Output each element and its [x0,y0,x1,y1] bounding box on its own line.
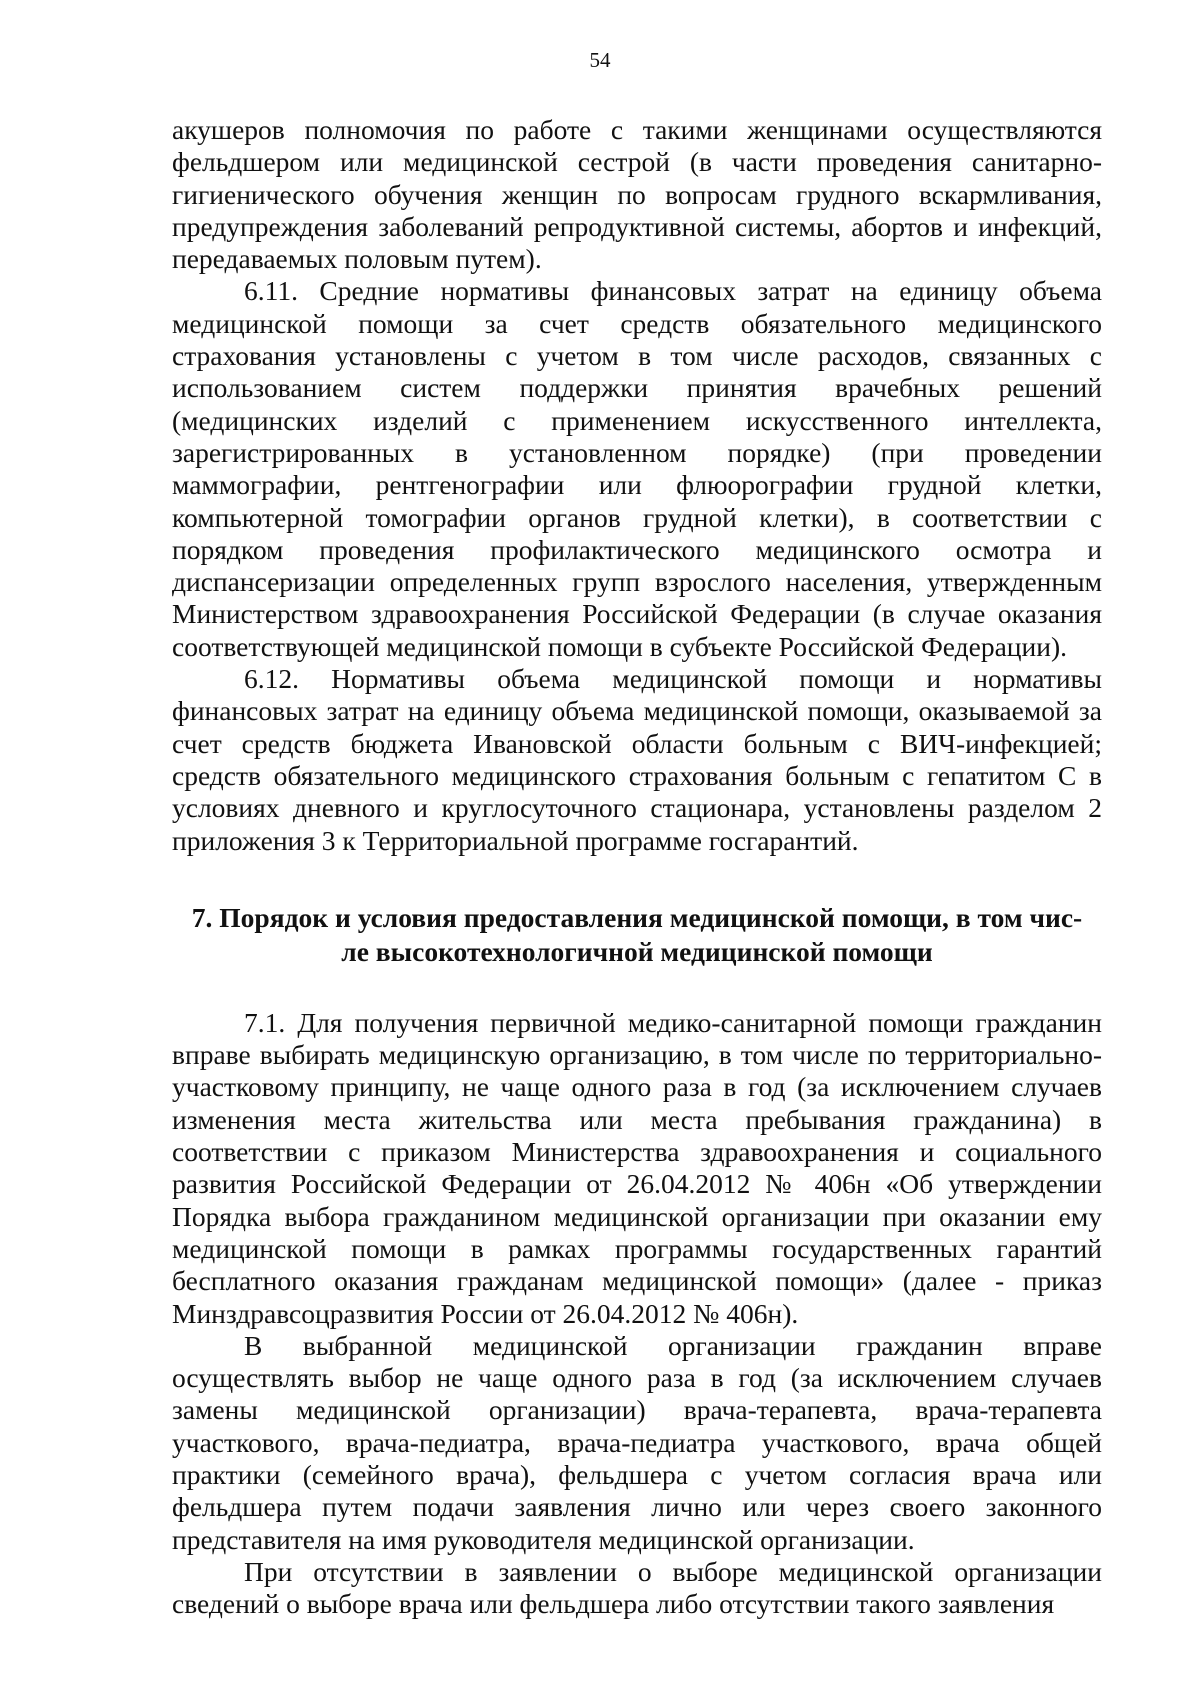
paragraph-6-11: 6.11. Средние нормативы финансовых затрат на единицу объема медицинской помощи за счет средств обязательного медицинского страхования установлены с учетом в том числе расходов, связанных с использованием систем поддержки принятия врачебных решений (медицинских изделий с применением искусственного интеллекта, зарегистрированных в установленном порядке) (при проведении маммографии, рентгенографии или флюорографии грудной клетки, компьютерной томографии органов грудной клетки), в соответствии с порядком проведения профилактического медицинского осмотра и диспансеризации определенных групп взрослого населения, утвержденным Министерством здравоохранения Российской Федерации (в случае оказания соответствующей медицинской помощи в субъекте Российской Федерации). [172,275,1102,662]
paragraph-6-12: 6.12. Нормативы объема медицинской помощи и нормативы финансовых затрат на единицу объема медицинской помощи, оказываемой за счет средств бюджета Ивановской области больным с ВИЧ-инфекцией; средств обязательного медицинского страхования больным с гепатитом С в условиях дневного и круглосуточного стационара, установлены разделом 2 приложения 3 к Территориальной программе госгарантий. [172,663,1102,856]
document-body [172,114,1102,1620]
paragraph-doctor-choice: В выбранной медицинской организации гражданин вправе осуществлять выбор не чаще одного раза в год (за исключением случаев замены медицинской организации) врача-терапевта, врача-терапевта участкового, врача-педиатра, врача-педиатра участкового, врача общей практики (семейного врача), фельдшера с учетом согласия врача или фельдшера путем подачи заявления лично или через своего законного представителя на имя руководителя медицинской организации. [172,1329,1102,1555]
section-heading-7 [172,901,1102,969]
paragraph-continuation: акушеров полномочия по работе с такими женщинами осуществляются фельдшером или медицинской сестрой (в части проведения санитарно-гигиенического обучения женщин по вопросам грудного вскармливания, предупреждения заболеваний репродуктивной системы, абортов и инфекций, передаваемых половым путем). [172,114,1102,275]
paragraph-absence-of-choice: При отсутствии в заявлении о выборе медицинской организации сведений о выборе врача или фельдшера либо отсутствии такого заявления [172,1555,1102,1620]
page-number: 54 [589,48,611,72]
section-heading-line-1: 7. Порядок и условия предоставления медицинской помощи, в том чис- [191,901,1083,933]
section-heading-line-2: ле высокотехнологичной медицинской помощи [341,935,933,967]
paragraph-7-1: 7.1. Для получения первичной медико-санитарной помощи гражданин вправе выбирать медицинскую организацию, в том числе по территориально-участковому принципу, не чаще одного раза в год (за исключением случаев изменения места жительства или места пребывания гражданина) в соответствии с приказом Министерства здравоохранения и социального развития Российской Федерации от 26.04.2012 № 406н «Об утверждении Порядка выбора гражданином медицинской организации при оказании ему медицинской помощи в рамках программы государственных гарантий бесплатного оказания гражданам медицинской помощи» (далее - приказ Минздравсоцразвития России от 26.04.2012 № 406н). [172,1006,1102,1329]
